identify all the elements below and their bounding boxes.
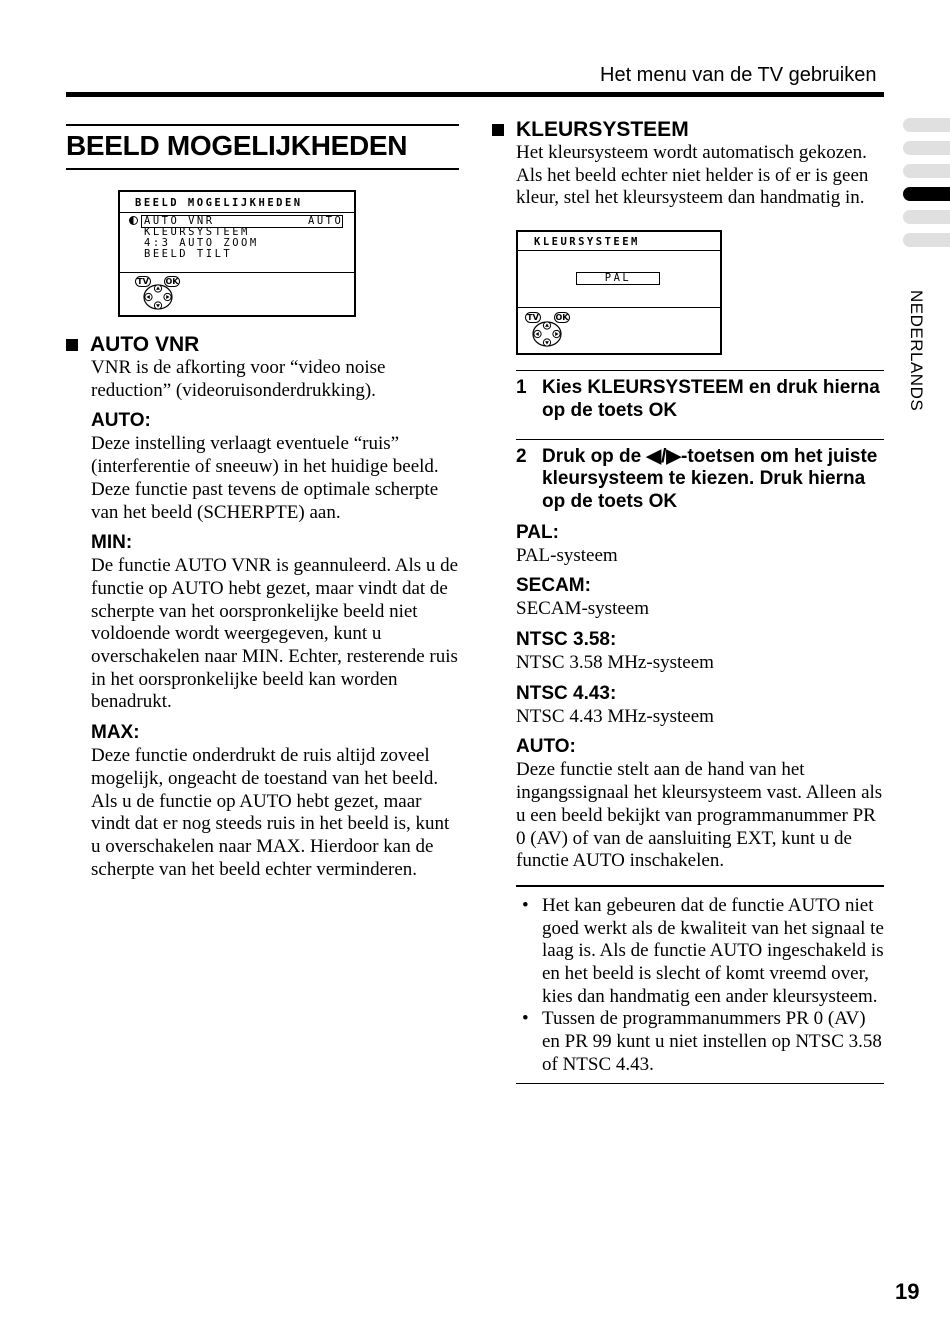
side-tab bbox=[903, 233, 950, 247]
option-label: AUTO: bbox=[91, 410, 151, 432]
menu-divider bbox=[120, 212, 354, 213]
tv-key-icon: TV bbox=[135, 276, 151, 287]
menu-divider bbox=[120, 272, 354, 273]
menu-item: AUTO VNR bbox=[144, 215, 215, 227]
option-text: PAL-systeem bbox=[516, 544, 618, 566]
step-1 bbox=[516, 370, 884, 422]
kleursysteem-intro: Het kleursysteem wordt automatisch gekozen. Als het beeld echter niet helder is of er is geen kleur, stel het kleursysteem dan handmatig in. bbox=[516, 142, 869, 209]
option-text: Deze functie stelt aan de hand van het ingangssignaal het kleursysteem vast. Alleen als u een beeld bekijkt van programmanummer PR 0 (AV) of van de aansluiting EXT, kunt u de functie AUTO inschakelen. bbox=[516, 759, 883, 872]
side-tab bbox=[903, 210, 950, 224]
step-text: Druk op de ◀/▶-toetsen om het juiste kleursysteem te kiezen. Druk hierna op de toets OK bbox=[542, 445, 878, 512]
menu-divider bbox=[518, 307, 720, 308]
section-title-box bbox=[66, 124, 459, 170]
menu-title: BEELD MOGELIJKHEDEN bbox=[135, 197, 303, 209]
bullet-dot-icon: • bbox=[522, 894, 529, 916]
menu-value-box: PAL bbox=[576, 272, 660, 285]
step-text: Kies KLEURSYSTEEM en druk hierna op de toets OK bbox=[542, 377, 880, 421]
note-text: Het kan gebeuren dat de functie AUTO niet goed werkt als de kwaliteit van het signaal te laag is. Als de functie AUTO ingeschakeld is en het beeld is slecht of komt vreemd over, kies dan handmatig een ander kleursysteem. bbox=[542, 894, 884, 1007]
bullet-square-icon bbox=[66, 339, 78, 351]
section-title: BEELD MOGELIJKHEDEN bbox=[66, 130, 408, 161]
side-tab bbox=[903, 118, 950, 132]
notes-box bbox=[516, 885, 884, 1084]
menu-cursor-icon bbox=[129, 216, 138, 225]
option-text: Deze functie onderdrukt de ruis altijd zoveel mogelijk, ongeacht de toestand van het beeld. Als u de functie op AUTO hebt gezet, maar vindt dat er nog steeds ruis in het beeld is, kunt u overschakelen naar MAX. Hierdoor kan de scherpte van het beeld echter verminderen. bbox=[91, 745, 450, 880]
auto-vnr-intro: VNR is de afkorting voor “video noise reduction” (videoruisonderdrukking). bbox=[91, 357, 386, 401]
color-system-options bbox=[516, 522, 884, 873]
menu-item-value: AUTO bbox=[308, 215, 344, 227]
tv-menu-illustration bbox=[118, 190, 356, 317]
menu-item: 4:3 AUTO ZOOM bbox=[144, 237, 259, 249]
right-column bbox=[516, 118, 884, 1084]
auto-vnr-heading-row bbox=[66, 333, 459, 357]
kleursysteem-heading: KLEURSYSTEEM bbox=[516, 118, 689, 141]
bullet-square-icon bbox=[492, 124, 504, 136]
step-number: 2 bbox=[516, 445, 527, 467]
option-text: De functie AUTO VNR is geannuleerd. Als u de functie op AUTO hebt gezet, maar vindt dat de scherpte van het oorspronkelijke beeld niet voldoende wordt weergegeven, kunt u overschakelen naar MIN. Echter, resterende ruis in het oorspronkelijke beeld kan worden benadrukt. bbox=[91, 555, 459, 713]
side-tab-strip bbox=[903, 118, 950, 256]
auto-vnr-section bbox=[66, 333, 459, 881]
left-column bbox=[66, 124, 459, 881]
side-tab bbox=[903, 164, 950, 178]
option-label: NTSC 3.58: bbox=[516, 629, 617, 651]
menu-item: BEELD TILT bbox=[144, 248, 233, 260]
tv-key-icon: TV bbox=[525, 312, 541, 323]
kleursysteem-heading-row bbox=[492, 118, 884, 142]
ok-key-icon: OK bbox=[555, 313, 569, 323]
menu-divider bbox=[518, 250, 720, 251]
note-item bbox=[516, 1008, 884, 1076]
page-number: 19 bbox=[895, 1279, 920, 1304]
note-item bbox=[516, 895, 884, 1009]
auto-vnr-heading: AUTO VNR bbox=[90, 333, 200, 356]
option-text: SECAM-systeem bbox=[516, 598, 649, 620]
side-tab-active bbox=[903, 187, 950, 201]
side-tab bbox=[903, 141, 950, 155]
tv-menu-illustration bbox=[516, 230, 722, 355]
option-label: MAX: bbox=[91, 722, 140, 744]
note-text: Tussen de programmanummers PR 0 (AV) en PR 99 kunt u niet instellen op NTSC 3.58 of NTSC 4.43. bbox=[542, 1008, 882, 1075]
option-label: MIN: bbox=[91, 532, 133, 554]
option-label: AUTO: bbox=[516, 736, 576, 758]
option-text: NTSC 4.43 MHz-systeem bbox=[516, 705, 714, 727]
option-label: SECAM: bbox=[516, 575, 591, 597]
option-text: NTSC 3.58 MHz-systeem bbox=[516, 652, 714, 674]
language-label: NEDERLANDS bbox=[907, 290, 926, 412]
menu-item: KLEURSYSTEEM bbox=[144, 226, 250, 238]
dpad-icon bbox=[142, 284, 174, 310]
option-label: PAL: bbox=[516, 521, 559, 543]
header-rule bbox=[66, 92, 884, 97]
bullet-dot-icon: • bbox=[522, 1008, 529, 1030]
option-label: NTSC 4.43: bbox=[516, 682, 617, 704]
page-header-title: Het menu van de TV gebruiken bbox=[600, 64, 877, 86]
menu-title: KLEURSYSTEEM bbox=[534, 236, 640, 249]
step-number: 1 bbox=[516, 377, 527, 399]
option-text: Deze instelling verlaagt eventuele “ruis” (interferentie of sneeuw) in het huidige beeld. Deze functie past tevens de optimale scherpte van het beeld (SCHERPTE) aan. bbox=[91, 433, 439, 523]
dpad-icon bbox=[531, 321, 563, 347]
ok-key-icon: OK bbox=[165, 277, 179, 286]
step-2 bbox=[516, 439, 884, 514]
